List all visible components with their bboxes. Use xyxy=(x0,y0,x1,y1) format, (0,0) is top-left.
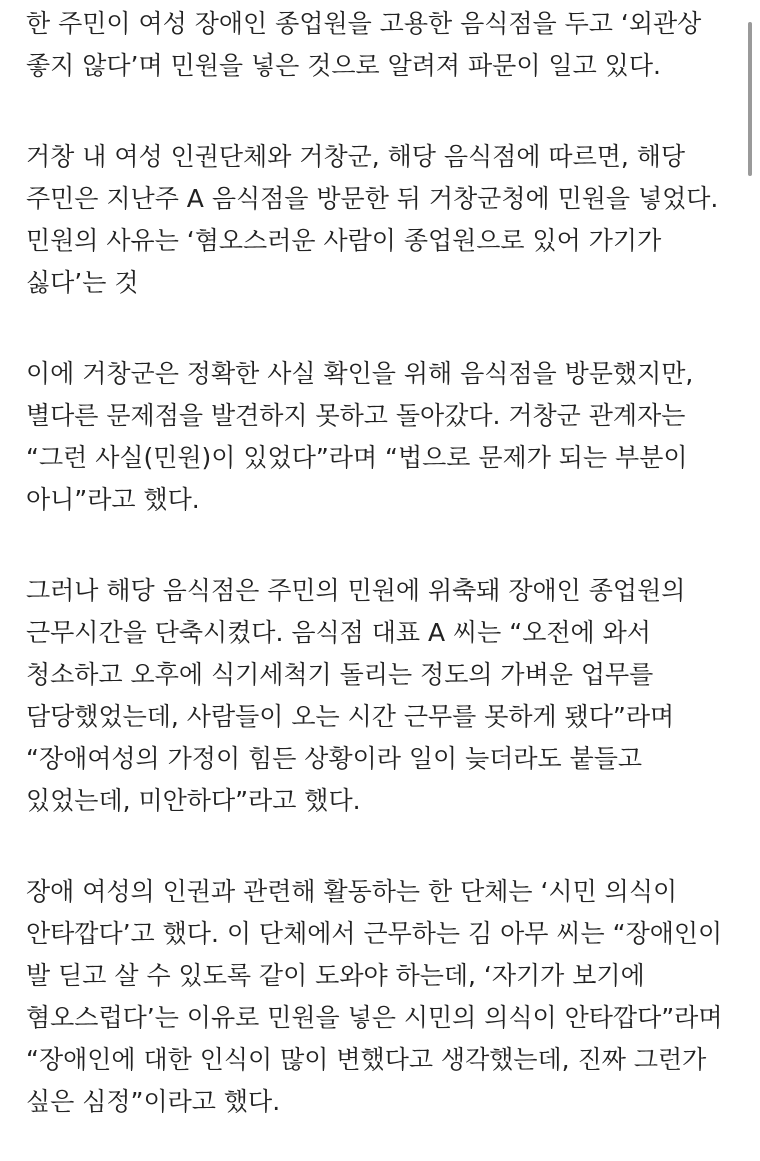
article-paragraph-3: 이에 거창군은 정확한 사실 확인을 위해 음식점을 방문했지만, 별다른 문제점을 발견하지 못하고 돌아갔다. 거창군 관계자는 “그런 사실(민원)이 있었다”라며 “법으로 문제가 되는 부분이 아니”라고 했다. xyxy=(26,359,694,514)
article-paragraph-5: 장애 여성의 인권과 관련해 활동하는 한 단체는 ‘시민 의식이 안타깝다’고 했다. 이 단체에서 근무하는 김 아무 씨는 “장애인이 발 딛고 살 수 있도록 같이 도와야 하는데, ‘자기가 보기에 혐오스럽다’는 이유로 민원을 넣은 시민의 의식이 안타깝다”라며 “장애인에 대한 인식이 많이 변했다고 생각했는데, 진짜 그런가 싶은 심정”이라고 했다. xyxy=(26,877,723,1116)
article-paragraph-1: 한 주민이 여성 장애인 종업원을 고용한 음식점을 두고 ‘외관상 좋지 않다’며 민원을 넣은 것으로 알려져 파문이 일고 있다. xyxy=(26,9,702,80)
article-paragraph-4: 그러나 해당 음식점은 주민의 민원에 위축돼 장애인 종업원의 근무시간을 단축시켰다. 음식점 대표 A 씨는 “오전에 와서 청소하고 오후에 식기세척기 돌리는 정도의 가벼운 업무를 담당했었는데, 사람들이 오는 시간 근무를 못하게 됐다”라며 “장애여성의 가정이 힘든 상황이라 일이 늦더라도 붙들고 있었는데, 미안하다”라고 했다. xyxy=(26,576,686,815)
vertical-scrollbar-thumb[interactable] xyxy=(748,22,752,176)
article-paragraph-2: 거창 내 여성 인권단체와 거창군, 해당 음식점에 따르면, 해당 주민은 지난주 A 음식점을 방문한 뒤 거창군청에 민원을 넣었다. 민원의 사유는 ‘혐오스러운 사람이 종업원으로 있어 가기가 싫다’는 것 xyxy=(26,142,719,297)
article-body xyxy=(26,3,738,1123)
